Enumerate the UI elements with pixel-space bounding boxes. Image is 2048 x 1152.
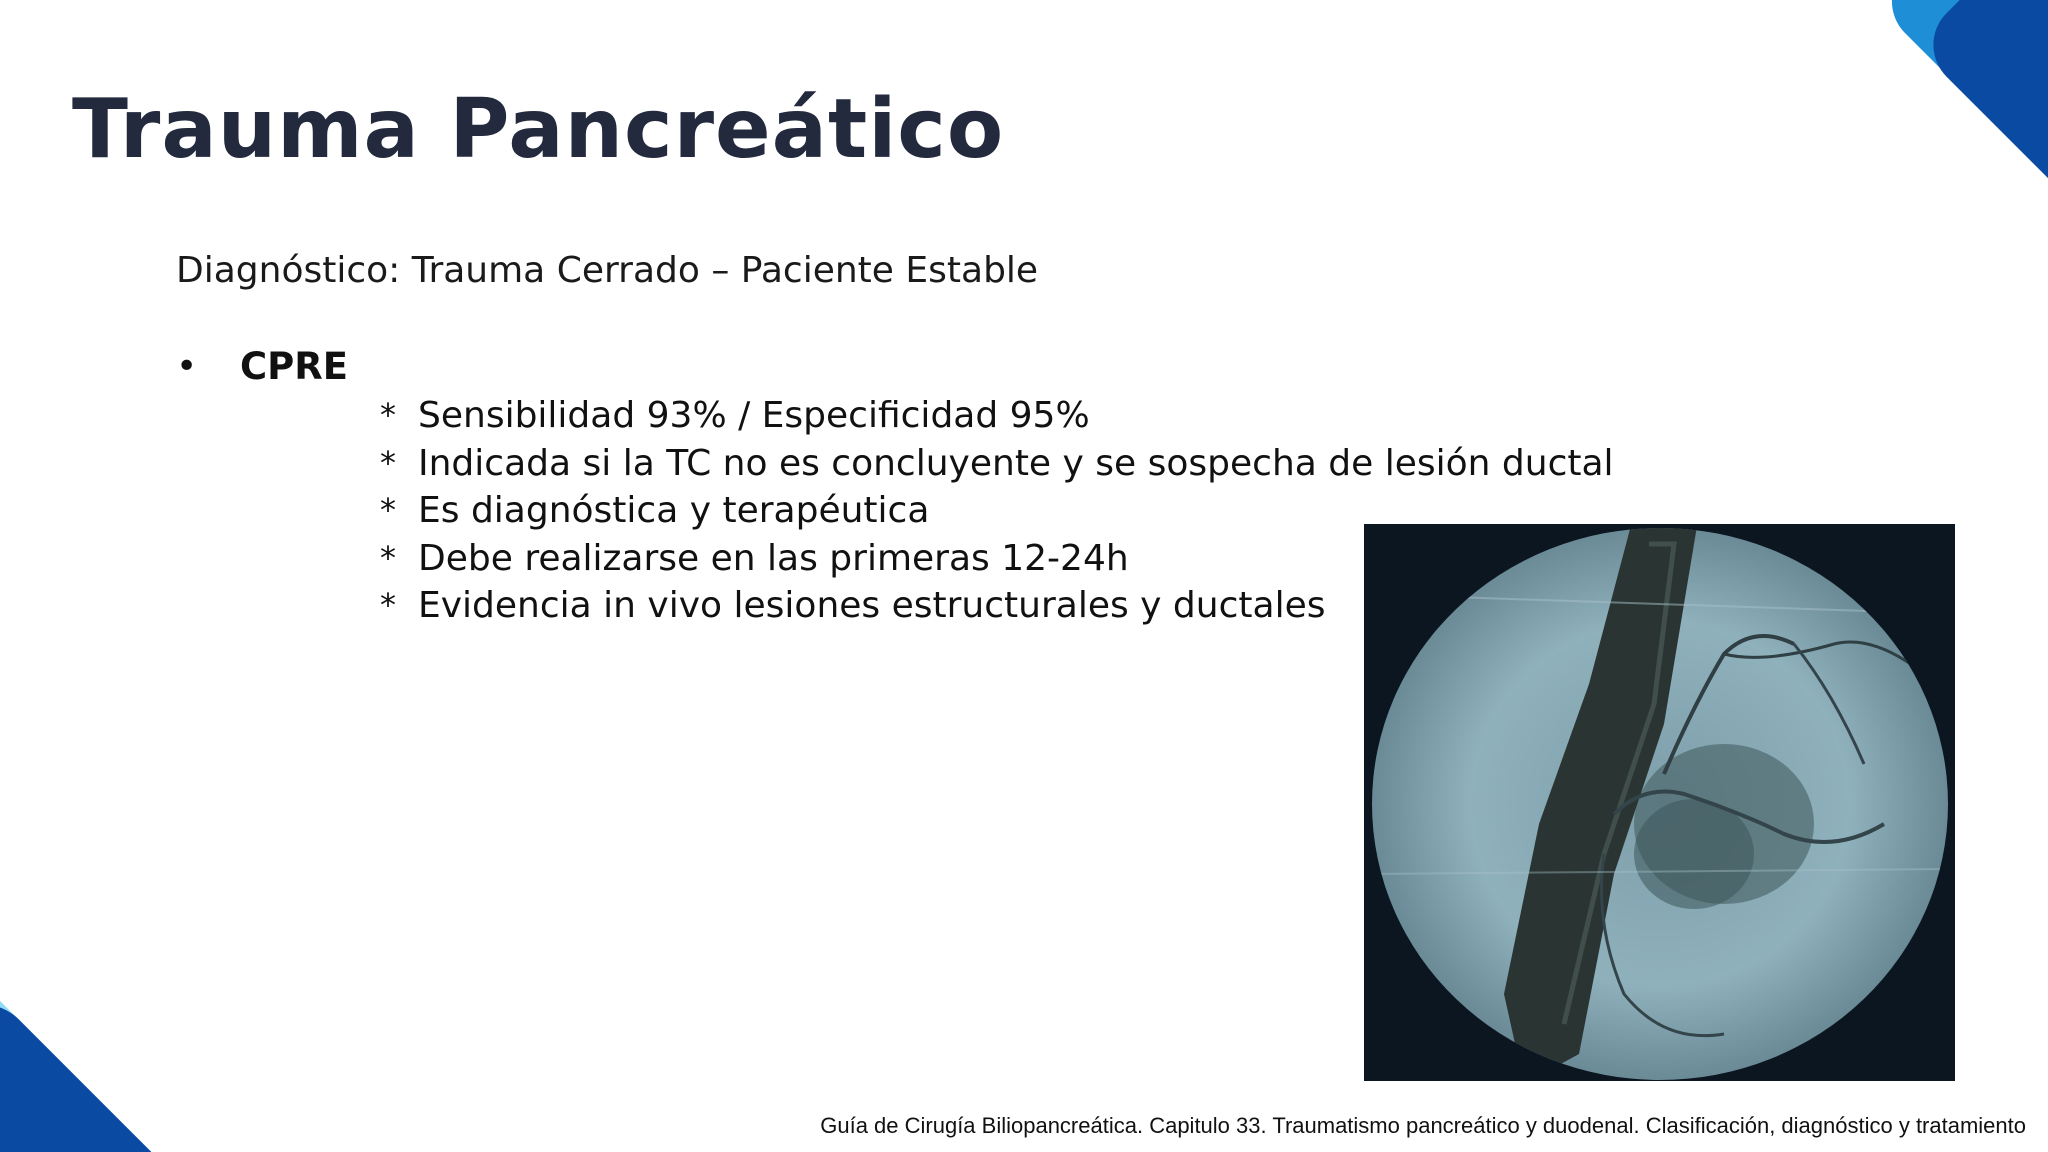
corner-decoration-top-right <box>1718 0 2048 230</box>
asterisk-marker: * <box>380 443 396 482</box>
corner-decoration-bottom-left <box>0 892 290 1152</box>
list-item <box>380 440 1614 488</box>
asterisk-marker: * <box>380 396 396 434</box>
ercp-fluoroscopy-image <box>1364 524 1955 1081</box>
list-item <box>380 392 1614 440</box>
citation-text: Guía de Cirugía Biliopancreática. Capitulo 33. Traumatismo pancreático y duodenal. Clasificación, diagnóstico y tratamiento <box>820 1113 2026 1138</box>
bullet-title: CPRE <box>240 345 349 388</box>
asterisk-marker: * <box>380 491 396 529</box>
bullet-marker: • <box>176 346 198 387</box>
slide-title: Trauma Pancreático <box>72 82 1005 177</box>
list-item-text: Debe realizarse en las primeras 12-24h <box>418 537 1129 579</box>
slide-subtitle: Diagnóstico: Trauma Cerrado – Paciente Estable <box>176 250 1039 291</box>
list-item-text: Evidencia in vivo lesiones estructurales y ductales <box>418 585 1326 626</box>
list-item-text: Es diagnóstica y terapéutica <box>418 490 930 531</box>
asterisk-marker: * <box>380 586 396 624</box>
asterisk-marker: * <box>380 538 396 577</box>
list-item-text: Indicada si la TC no es concluyente y se sospecha de lesión ductal <box>418 442 1614 484</box>
bullet-cpre <box>176 345 348 388</box>
list-item-text: Sensibilidad 93% / Especificidad 95% <box>418 395 1090 436</box>
